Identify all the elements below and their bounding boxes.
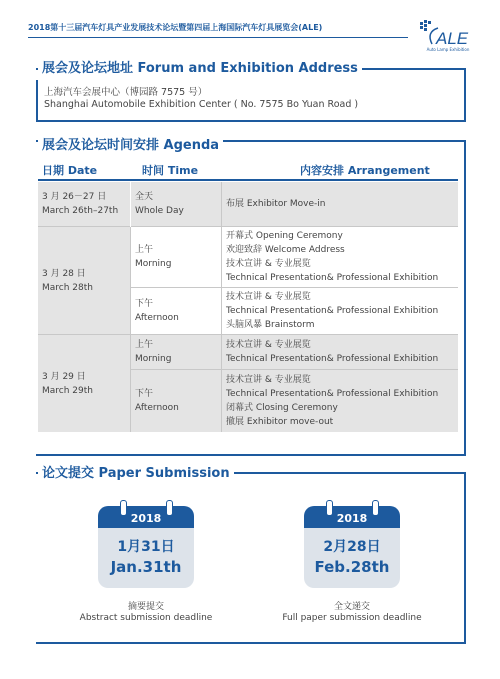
arrangement-cell (222, 370, 459, 433)
col-date-header: 日期 Date (42, 164, 98, 177)
arrangement-item: Technical Presentation& Professional Exhibition (226, 273, 439, 283)
time-cn: 上午 (135, 245, 154, 255)
logo-subtitle: Auto Lamp Exhibition (426, 47, 470, 52)
calendar-body (98, 528, 194, 588)
address-frame-left (36, 80, 38, 120)
time-en: Morning (135, 259, 172, 269)
arrangement-item: 欢迎致辞 Welcome Address (226, 245, 345, 255)
calendar-date-en: Feb.28th (314, 558, 390, 576)
caption-en: Abstract submission deadline (79, 613, 213, 623)
arrangement-item: 布展 Exhibitor Move-in (226, 199, 326, 209)
arrangement-cell (222, 288, 459, 335)
calendar-date-cn: 1月31日 (117, 539, 175, 555)
date-cell (38, 335, 131, 433)
agenda-title: 展会及论坛时间安排 Agenda (38, 134, 223, 153)
date-cn: 3 月 26－27 日 (42, 192, 107, 202)
arrangement-item: Technical Presentation& Professional Exhibition (226, 306, 439, 316)
calendar-ring-icon (120, 500, 127, 516)
agenda-table (38, 182, 458, 432)
arrangement-cell (222, 182, 459, 227)
arrangement-cell (222, 227, 459, 288)
caption-cn: 全文递交 (333, 602, 370, 612)
arrangement-item: 撤展 Exhibitor move-out (226, 417, 334, 427)
time-en: Afternoon (135, 313, 179, 323)
calendar-body (304, 528, 400, 588)
arrangement-item: Technical Presentation& Professional Exhibition (226, 354, 439, 364)
calendar-ring-icon (326, 500, 333, 516)
date-en: March 28th (42, 282, 93, 293)
address-en: Shanghai Automobile Exhibition Center ( No. 7575 Bo Yuan Road ) (44, 99, 359, 110)
date-cn: 3 月 28 日 (42, 268, 86, 279)
header-title: 2018第十三届汽车灯具产业发展技术论坛暨第四届上海国际汽车灯具展览会(ALE) (28, 23, 323, 32)
time-cn: 下午 (135, 389, 154, 399)
submission-title: 论文提交 Paper Submission (38, 462, 234, 481)
date-cell (38, 227, 131, 335)
calendar-abstract-deadline (98, 500, 194, 584)
agenda-header-rule (38, 179, 458, 181)
arrangement-item: 头脑风暴 Brainstorm (226, 320, 315, 330)
arrangement-item: 技术宣讲 & 专业展览 (226, 259, 311, 269)
calendar-date-cn: 2月28日 (323, 539, 381, 555)
table-row (38, 182, 458, 227)
time-cn: 上午 (135, 340, 154, 350)
time-en: Whole Day (135, 206, 184, 216)
time-en: Morning (135, 354, 172, 364)
address-title: 展会及论坛地址 Forum and Exhibition Address (38, 57, 362, 76)
col-arrangement-header: 内容安排 Arrangement (300, 164, 430, 177)
date-cn: 3 月 29 日 (42, 371, 86, 382)
time-cn: 下午 (135, 299, 154, 309)
arrangement-item: Technical Presentation& Professional Exhibition (226, 389, 439, 399)
calendar-ring-icon (372, 500, 379, 516)
caption-cn: 摘要提交 (127, 602, 164, 612)
col-time-header: 时间 Time (142, 164, 199, 177)
arrangement-item: 技术宣讲 & 专业展览 (226, 340, 311, 350)
date-en: March 29th (42, 385, 93, 396)
arrangement-item: 技术宣讲 & 专业展览 (226, 375, 311, 385)
arrangement-item: 技术宣讲 & 专业展览 (226, 292, 311, 302)
arrangement-item: 开幕式 Opening Ceremony (226, 231, 343, 241)
header-divider (28, 37, 408, 38)
arrangement-item: 闭幕式 Closing Ceremony (226, 403, 338, 413)
calendar-fullpaper-deadline (304, 500, 400, 584)
calendar-date-en: Jan.31th (110, 558, 182, 576)
calendar-ring-icon (166, 500, 173, 516)
time-cell (131, 182, 222, 227)
calendar-year: 2018 (304, 506, 400, 528)
caption-en: Full paper submission deadline (282, 613, 422, 623)
date-cell (38, 182, 131, 227)
address-cn: 上海汽车会展中心（博园路 7575 号） (44, 87, 208, 98)
calendar-year: 2018 (98, 506, 194, 528)
time-en: Afternoon (135, 403, 179, 413)
date-en: March 26th–27th (42, 206, 119, 216)
table-row (38, 227, 458, 288)
time-cell (131, 227, 222, 288)
table-row (38, 335, 458, 370)
logo-text: ALE (436, 29, 469, 48)
arrangement-cell (222, 335, 459, 370)
time-cell (131, 288, 222, 335)
time-cn: 全天 (135, 192, 154, 202)
time-cell (131, 335, 222, 370)
time-cell (131, 370, 222, 433)
